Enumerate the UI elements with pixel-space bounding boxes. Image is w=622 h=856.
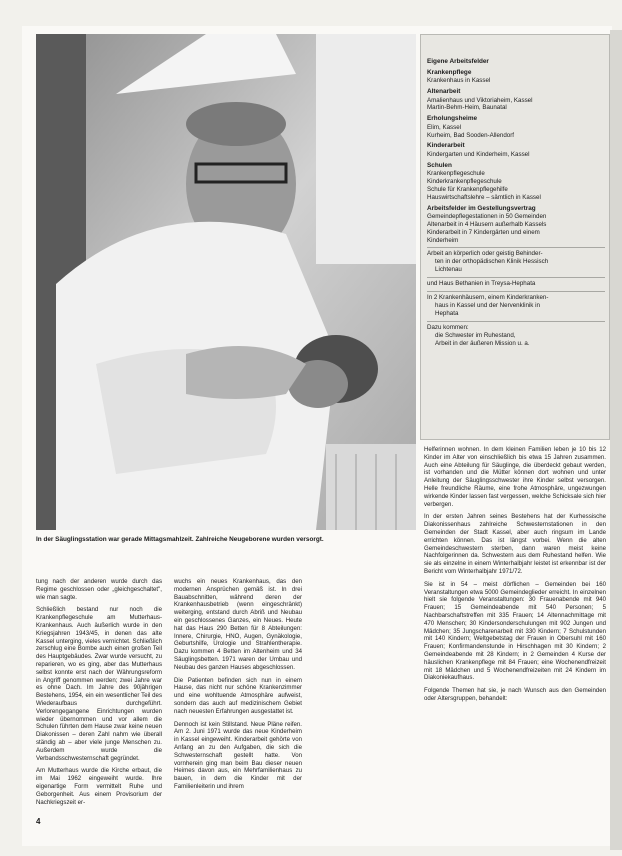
- info-box-divider: [427, 291, 605, 292]
- info-box-line: Martin-Behm-Heim, Baunatal: [427, 104, 507, 112]
- paragraph: Die Patienten befinden sich nun in einem Hause, das nicht nur schöne Krankenzimmer und eine wohltuende Atmosphäre aufweist, sondern das auch auf medizinischem Gebiet nach neuesten Erfahrungen ausgestattet ist.: [174, 676, 302, 715]
- photo-nurse-with-baby: [36, 34, 416, 530]
- info-box-line: Amalienhaus und Viktoriaheim, Kassel: [427, 96, 533, 104]
- info-box-section-head: Krankenpflege: [427, 69, 472, 77]
- info-box-line: Altenarbeit in 4 Häusern außerhalb Kassels: [427, 220, 547, 228]
- info-box-line: Arbeit an körperlich oder geistig Behinder-: [427, 250, 543, 258]
- photo-illustration: [36, 34, 416, 530]
- info-box-section-head: Erholungsheime: [427, 115, 478, 123]
- info-box-line: Elim, Kassel: [427, 123, 462, 131]
- info-box-divider: [427, 277, 605, 278]
- info-box-section-head: Schulen: [427, 161, 452, 169]
- info-box-line: und Haus Bethanien in Treysa-Hephata: [427, 280, 536, 288]
- text-column-1: [36, 578, 162, 811]
- paragraph: tung nach der anderen wurde durch das Regime geschlossen oder „gleichgeschaltet", wie man sagte.: [36, 578, 162, 601]
- info-box-line: Krankenpflegeschule: [427, 169, 485, 177]
- info-box-line: Lichtenau: [435, 266, 462, 274]
- info-box-line: Arbeit in der äußeren Mission u. a.: [435, 339, 530, 347]
- info-box-line: Kinderarbeit in 7 Kindergärten und einem: [427, 228, 540, 236]
- info-box-line: die Schwester im Ruhestand,: [435, 331, 516, 339]
- info-box-line: Hephata: [435, 310, 459, 318]
- info-box-line: Dazu kommen:: [427, 324, 469, 331]
- paragraph: Helferinnen wohnen. In dem kleinen Familien leben je 10 bis 12 Kinder im Alter von einschließlich bis etwa 15 Jahren zusammen. Auch eine Abteilung für Säuglinge, die überdeckt gebaut werden, ist vorhanden und die Mütter können dort wohnen und unter Anleitung der Säuglingsschwester ihre Kinder selbst versorgen. Helle freundliche Räume, eine frohe Atmosphäre, ungezwungen wirkende Kinder lassen fast vergessen, welche Schicksale sich hier verbergen.: [424, 446, 606, 508]
- paragraph: In der ersten Jahren seines Bestehens hat der Kurhessische Diakonissenhaus zahlreiche Schwesternstationen in den Gemeinden der Stadt Kassel, aber auch ringsum im Lande errichten können. Das ist längst vorbei. Wenn die alten Gemeindeschwestern sterben, dann waren meist keine Nachfolgerinnen da. Schwestern aus dem Ruhestand helfen. Wie sie als einzelne in einem Winterhalbjahr leistet ist erkennbar ist der Bericht vom Winterhalbjahr 1971/72.: [424, 513, 606, 575]
- paragraph: Sie ist in 54 – meist dörflichen – Gemeinden bei 160 Veranstaltungen etwa 5000 Gemeindeglieder erreicht. In einzelnen hielt sie folgende Veranstaltungen: 30 Frauenabende mit 940 Frauen; 15 Gemeindeabende mit 540 Personen; 5 Nachbarschaftstreffen mit 335 Frauen; 14 Altennachmittage mit 470 Menschen; 30 Kindersonderschulungen mit 902 Jungen und Mädchen; 35 Jungscharenarbeit mit 330 Kindern; 7 Schulstunden mit 140 Kindern; Weltgebetstag der Frauen in Obersuhl mit 160 Frauen; Konfirmandenstunde in Hirschhagen mit 30 Kindern; 2 Gemeindeabende mit 28 Kindern; in 2 Gemeinden 4 Kurse der häuslichen Krankenpflege mit 84 Frauen; eine Wochenendfreizeit mit 18 Mädchen und 5 Wochenendfreizeiten mit 24 Kindern im Diakoniekaufhaus.: [424, 580, 606, 682]
- info-box-line: Kinderheim: [427, 236, 459, 244]
- info-box: [420, 34, 610, 440]
- page-number: 4: [36, 817, 41, 826]
- info-box-divider: [427, 247, 605, 248]
- text-column-3: [424, 446, 606, 708]
- info-box-line: Kurheim, Bad Sooden-Allendorf: [427, 131, 515, 139]
- info-box-line: Hauswirtschaftslehre – sämtlich in Kassel: [427, 193, 541, 201]
- paragraph: Am Mutterhaus wurde die Kirche erbaut, die im Mai 1962 eingeweiht wurde. Ihre eigenartige Form vermittelt Ruhe und Geborgenheit. Aus einem Provisorium der Nachkriegszeit er-: [36, 767, 162, 806]
- paragraph: Folgende Themen hat sie, je nach Wunsch aus den Gemeinden oder Altersgruppen, behandelt:: [424, 687, 606, 702]
- text-column-2: [174, 578, 302, 796]
- info-box-line: Gemeindepflegestationen in 50 Gemeinden: [427, 212, 547, 220]
- info-box-line: In 2 Krankenhäusern, einem Kinderkranken-: [427, 294, 549, 302]
- info-box-line: Kindergarten und Kinderheim, Kassel: [427, 150, 530, 158]
- info-box-section-head: Kinderarbeit: [427, 142, 465, 150]
- info-box-line: haus in Kassel und der Nervenklinik in: [435, 302, 540, 310]
- info-box-line: Schule für Krankenpflegehilfe: [427, 185, 508, 193]
- page-edge-shadow: [610, 30, 622, 850]
- info-box-section-head: Arbeitsfelder im Gestellungsvertrag: [427, 204, 536, 212]
- info-box-title: Eigene Arbeitsfelder: [427, 58, 489, 65]
- photo-caption: In der Säuglingsstation war gerade Mittagsmahlzeit. Zahlreiche Neugeborene wurden versorgt.: [36, 536, 324, 543]
- info-box-line: ten in der orthopädischen Klinik Hessisch: [435, 258, 549, 266]
- info-box-divider: [427, 321, 605, 322]
- paragraph: Dennoch ist kein Stillstand. Neue Pläne reifen. Am 2. Juni 1971 wurde das neue Kinderheim in Kassel eingeweiht. Kinderarbeit gehörte von Anfang an zu den Aufgaben, die sich die Schwesternschaft gestellt hatte. Von vornherein ging man beim Bau dieser neuen Heimes davon aus, ein Mehrfamilienhaus zu bauen, in dem die Kinder mit der Familienleiterin und ihrem: [174, 720, 302, 790]
- paragraph: wuchs ein neues Krankenhaus, das den modernen Ansprüchen gemäß ist. In drei Bauabschnitten, während deren der Krankenhausbetrieb (wenn eingeschränkt) weiterging, entstand durch Abriß und Neubau ein geschlossenes Ganzes, ein Neues. Heute hat das Haus 290 Betten für 8 Abteilungen: Innere, Chirurgie, HNO, Augen, Gynäkologie, Geburtshilfe, Urologie und Strahlentherapie. Dazu kommen 4 Betten im Altenheim und 34 Säuglingsbetten. 1971 waren der Umbau und Neubau des ganzen Hauses abgeschlossen.: [174, 578, 302, 671]
- info-box-section-head: Altenarbeit: [427, 88, 461, 96]
- info-box-line: Krankenhaus in Kassel: [427, 77, 491, 85]
- info-box-line: Kinderkrankenpflegeschule: [427, 177, 502, 185]
- paragraph: Schließlich bestand nur noch die Krankenpflegeschule am Mutterhaus-Krankenhaus. Auch äußerlich wurde in den Kriegsjahren 1943/45, in denen das alte Kassel unterging, vieles vernichtet. Schließlich zerschlug eine Bombe auch einen großen Teil des Hauptgebäudes. Zwar wurde versucht, zu reparieren, wo es ging, aber das Mutterhaus selbst konnte erst nach der Währungsreform in Angriff genommen werden; zwei Jahre war es ohne Dach. Im Jahre des 90jährigen Bestehens, 1954, ein ein wesentlicher Teil des Wiederaufbaus durchgeführt. Verlorengegangene Einrichtungen wurden wieder übernommen und vor allem die Schulen führten dem Hause zwar keine neuen Diakonissen – deren Zahl nahm wie überall ständig ab – aber viele junge Menschen zu. Außerdem wurde die Verbandsschwesternschaft gegründet.: [36, 606, 162, 762]
- info-box-content: [427, 55, 605, 348]
